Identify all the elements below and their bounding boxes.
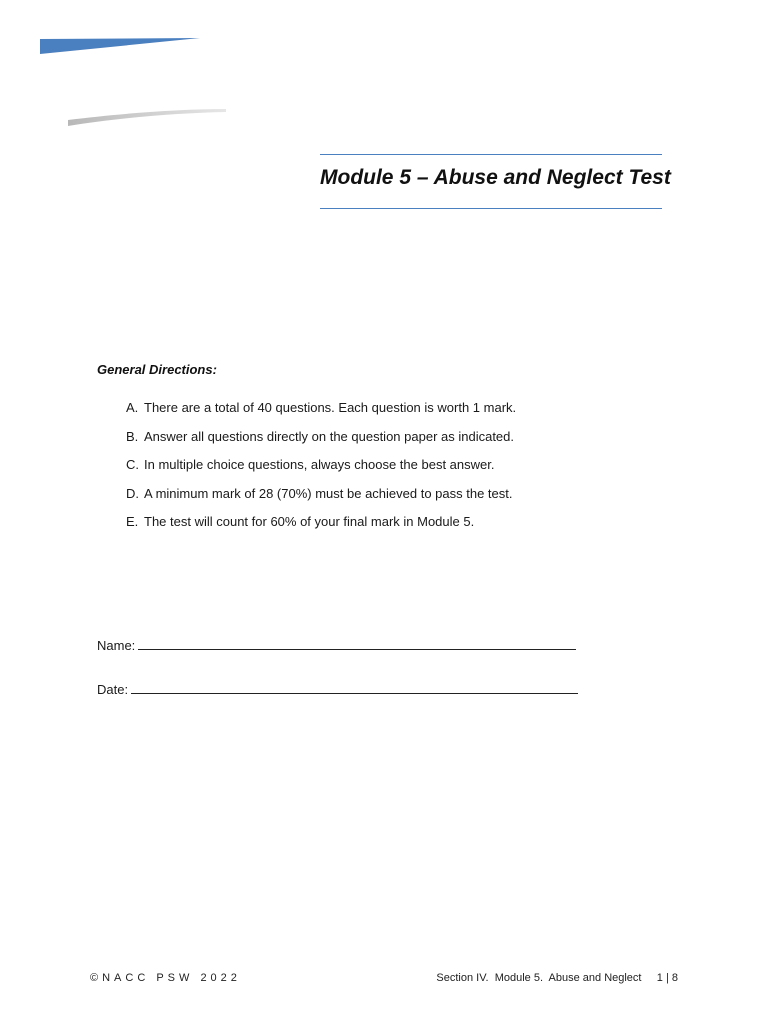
date-blank-line[interactable] <box>131 693 578 694</box>
direction-letter: C. <box>126 457 139 472</box>
direction-item-b <box>126 428 516 457</box>
name-field-row <box>97 638 576 653</box>
direction-letter: E. <box>126 514 139 529</box>
name-blank-line[interactable] <box>138 649 576 650</box>
footer-section-page <box>436 972 678 984</box>
title-rule-bottom <box>320 208 662 209</box>
header-blue-stripe <box>40 37 200 55</box>
direction-text: A minimum mark of 28 (70%) must be achieved to pass the test. <box>144 485 513 501</box>
header-gray-swoosh <box>66 106 228 130</box>
direction-letter: A. <box>126 400 139 415</box>
direction-text: In multiple choice questions, always choose the best answer. <box>144 457 495 472</box>
direction-text: There are a total of 40 questions. Each question is worth 1 mark. <box>144 400 517 415</box>
direction-letter: D. <box>126 485 139 501</box>
date-field-row <box>97 682 578 697</box>
direction-item-e <box>126 513 516 542</box>
directions-list <box>126 399 516 542</box>
direction-text: Answer all questions directly on the question paper as indicated. <box>144 428 514 444</box>
name-label: Name: <box>97 638 136 653</box>
direction-text: The test will count for 60% of your final mark in Module 5. <box>144 514 475 529</box>
footer-page-number: 1 | 8 <box>656 972 678 984</box>
direction-item-c <box>126 456 516 485</box>
date-label: Date: <box>97 682 129 697</box>
direction-item-d <box>126 485 516 514</box>
direction-item-a <box>126 399 516 428</box>
page-title: Module 5 – Abuse and Neglect Test <box>320 166 671 189</box>
footer-copyright: ©NACC PSW 2022 <box>90 972 241 984</box>
footer-section: Section IV. Module 5. Abuse and Neglect <box>436 972 642 984</box>
directions-heading: General Directions: <box>97 362 217 377</box>
direction-letter: B. <box>126 428 139 444</box>
title-rule-top <box>320 154 662 155</box>
